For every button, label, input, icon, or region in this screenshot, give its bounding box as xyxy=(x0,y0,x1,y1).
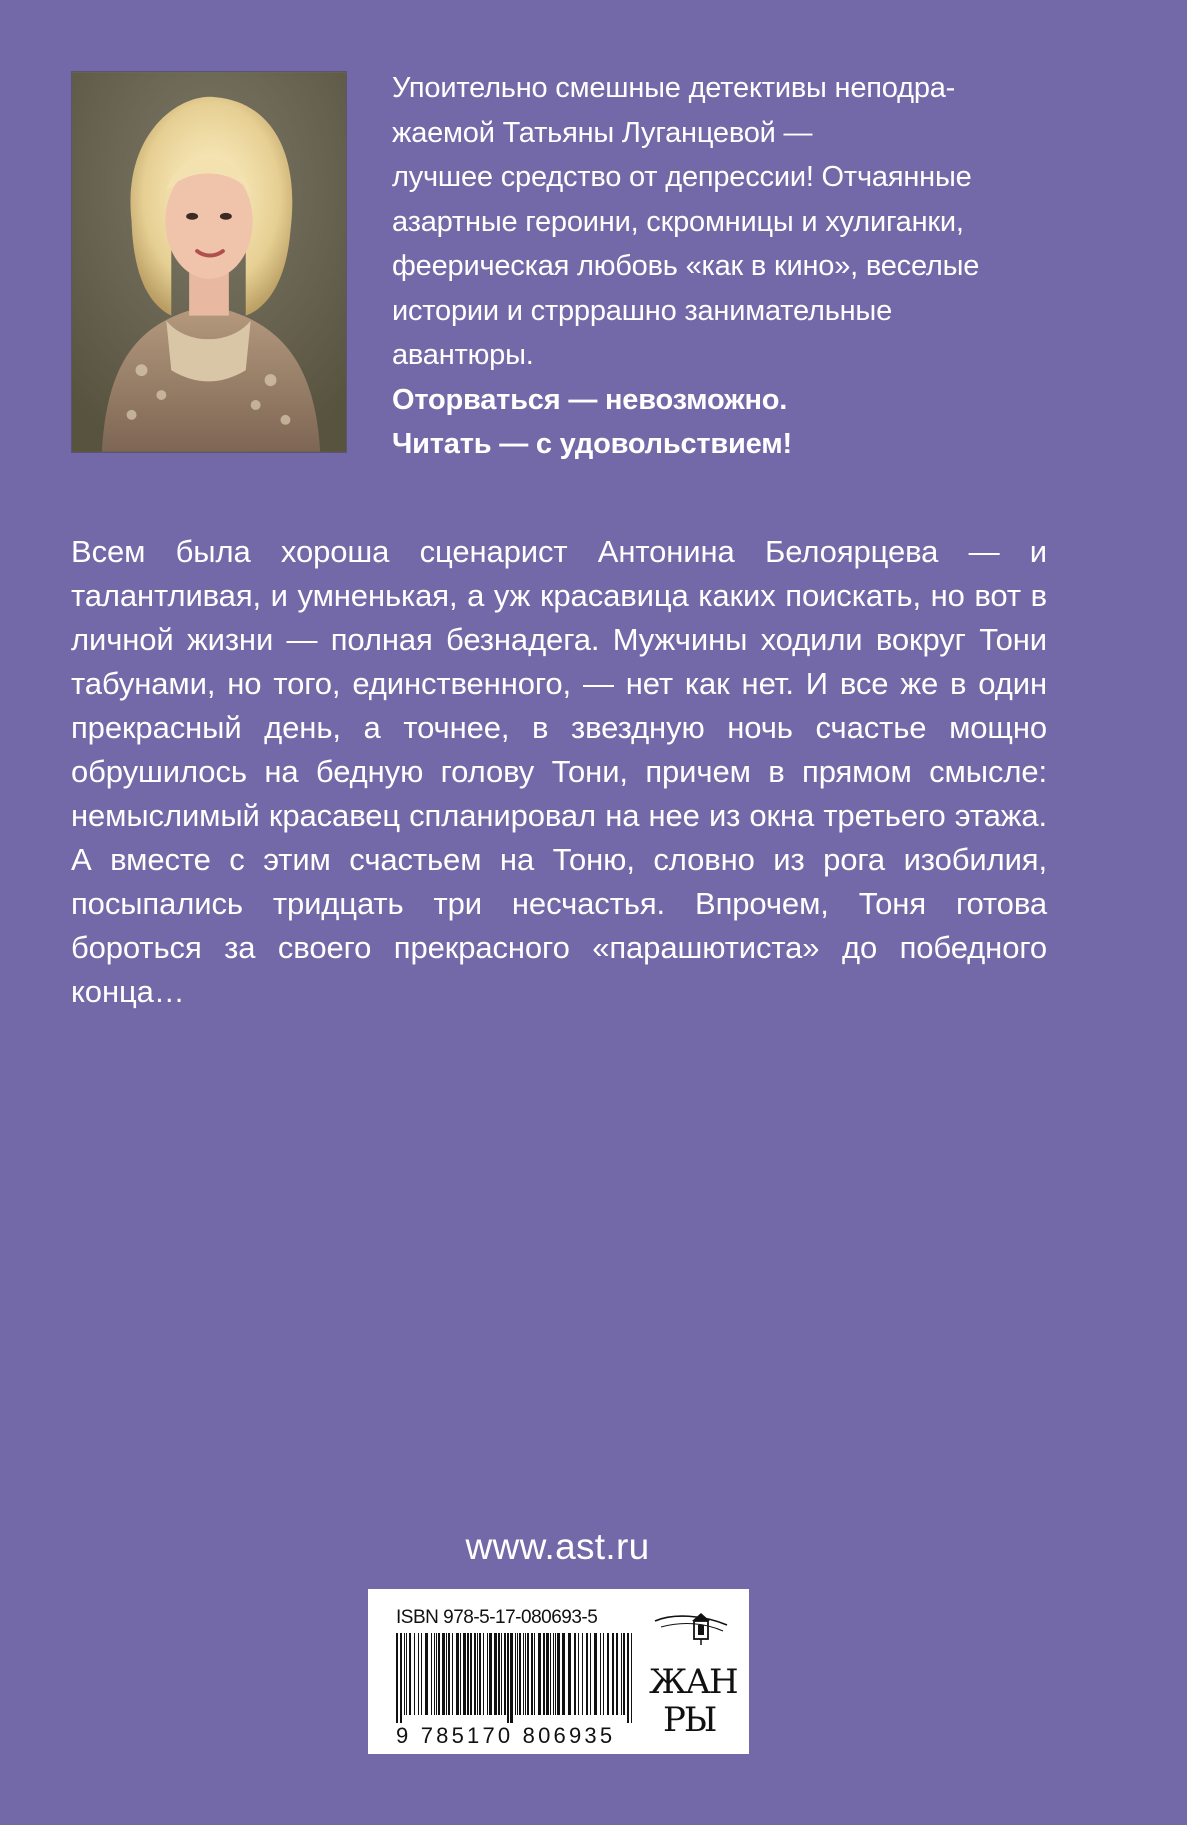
synopsis-text: Всем была хороша сценарист Антонина Белоярцева — и талантливая, и умненькая, а уж красавица каких поискать, но вот в личной жизни — полная безнадега. Мужчины ходили вокруг Тони табунами, но того, единственного, — нет как нет. И все же в один прекрасный день, а точнее, в звездную ночь счастье мощно обрушилось на бедную голову Тони, причем в прямом смысле: немыслимый красавец спланировал на нее из окна третьего этажа. А вместе с этим счастьем на Тоню, словно из рога изобилия, посыпались тридцать три несчастья. Впрочем, Тоня готова бороться за своего прекрасного «парашютиста» до победного конца… xyxy=(71,534,1047,1009)
blurb-line: феерическая любовь «как в кино», веселые xyxy=(392,250,980,282)
website-url: www.ast.ru xyxy=(465,1526,650,1567)
blurb-tagline: Читать — с удовольствием! xyxy=(392,428,792,460)
svg-text:РЫ: РЫ xyxy=(663,1700,716,1740)
author-blurb xyxy=(392,66,1092,467)
barcode-bars xyxy=(396,1633,632,1723)
barcode-digits: 9 785170 806935 xyxy=(396,1723,616,1748)
blurb-line: лучшее средство от депрессии! Отчаянные xyxy=(392,161,972,193)
blurb-line: жаемой Татьяны Луганцевой — xyxy=(392,116,813,149)
svg-text:ЖАН: ЖАН xyxy=(649,1662,737,1702)
blurb-tagline: Оторваться — невозможно. xyxy=(392,383,788,416)
lantern-icon xyxy=(692,1613,710,1645)
isbn-label: ISBN 978-5-17-080693-5 xyxy=(396,1607,598,1628)
blurb-line: истории и стрррашно занимательные xyxy=(392,294,892,327)
blurb-line: Упоительно смешные детективы неподра- xyxy=(392,72,956,104)
author-photo xyxy=(71,71,347,453)
blurb-line: азартные героини, скромницы и хулиганки, xyxy=(392,205,964,238)
publisher-logo xyxy=(643,1603,739,1743)
blurb-line: авантюры. xyxy=(392,339,534,371)
barcode-block xyxy=(368,1589,749,1754)
